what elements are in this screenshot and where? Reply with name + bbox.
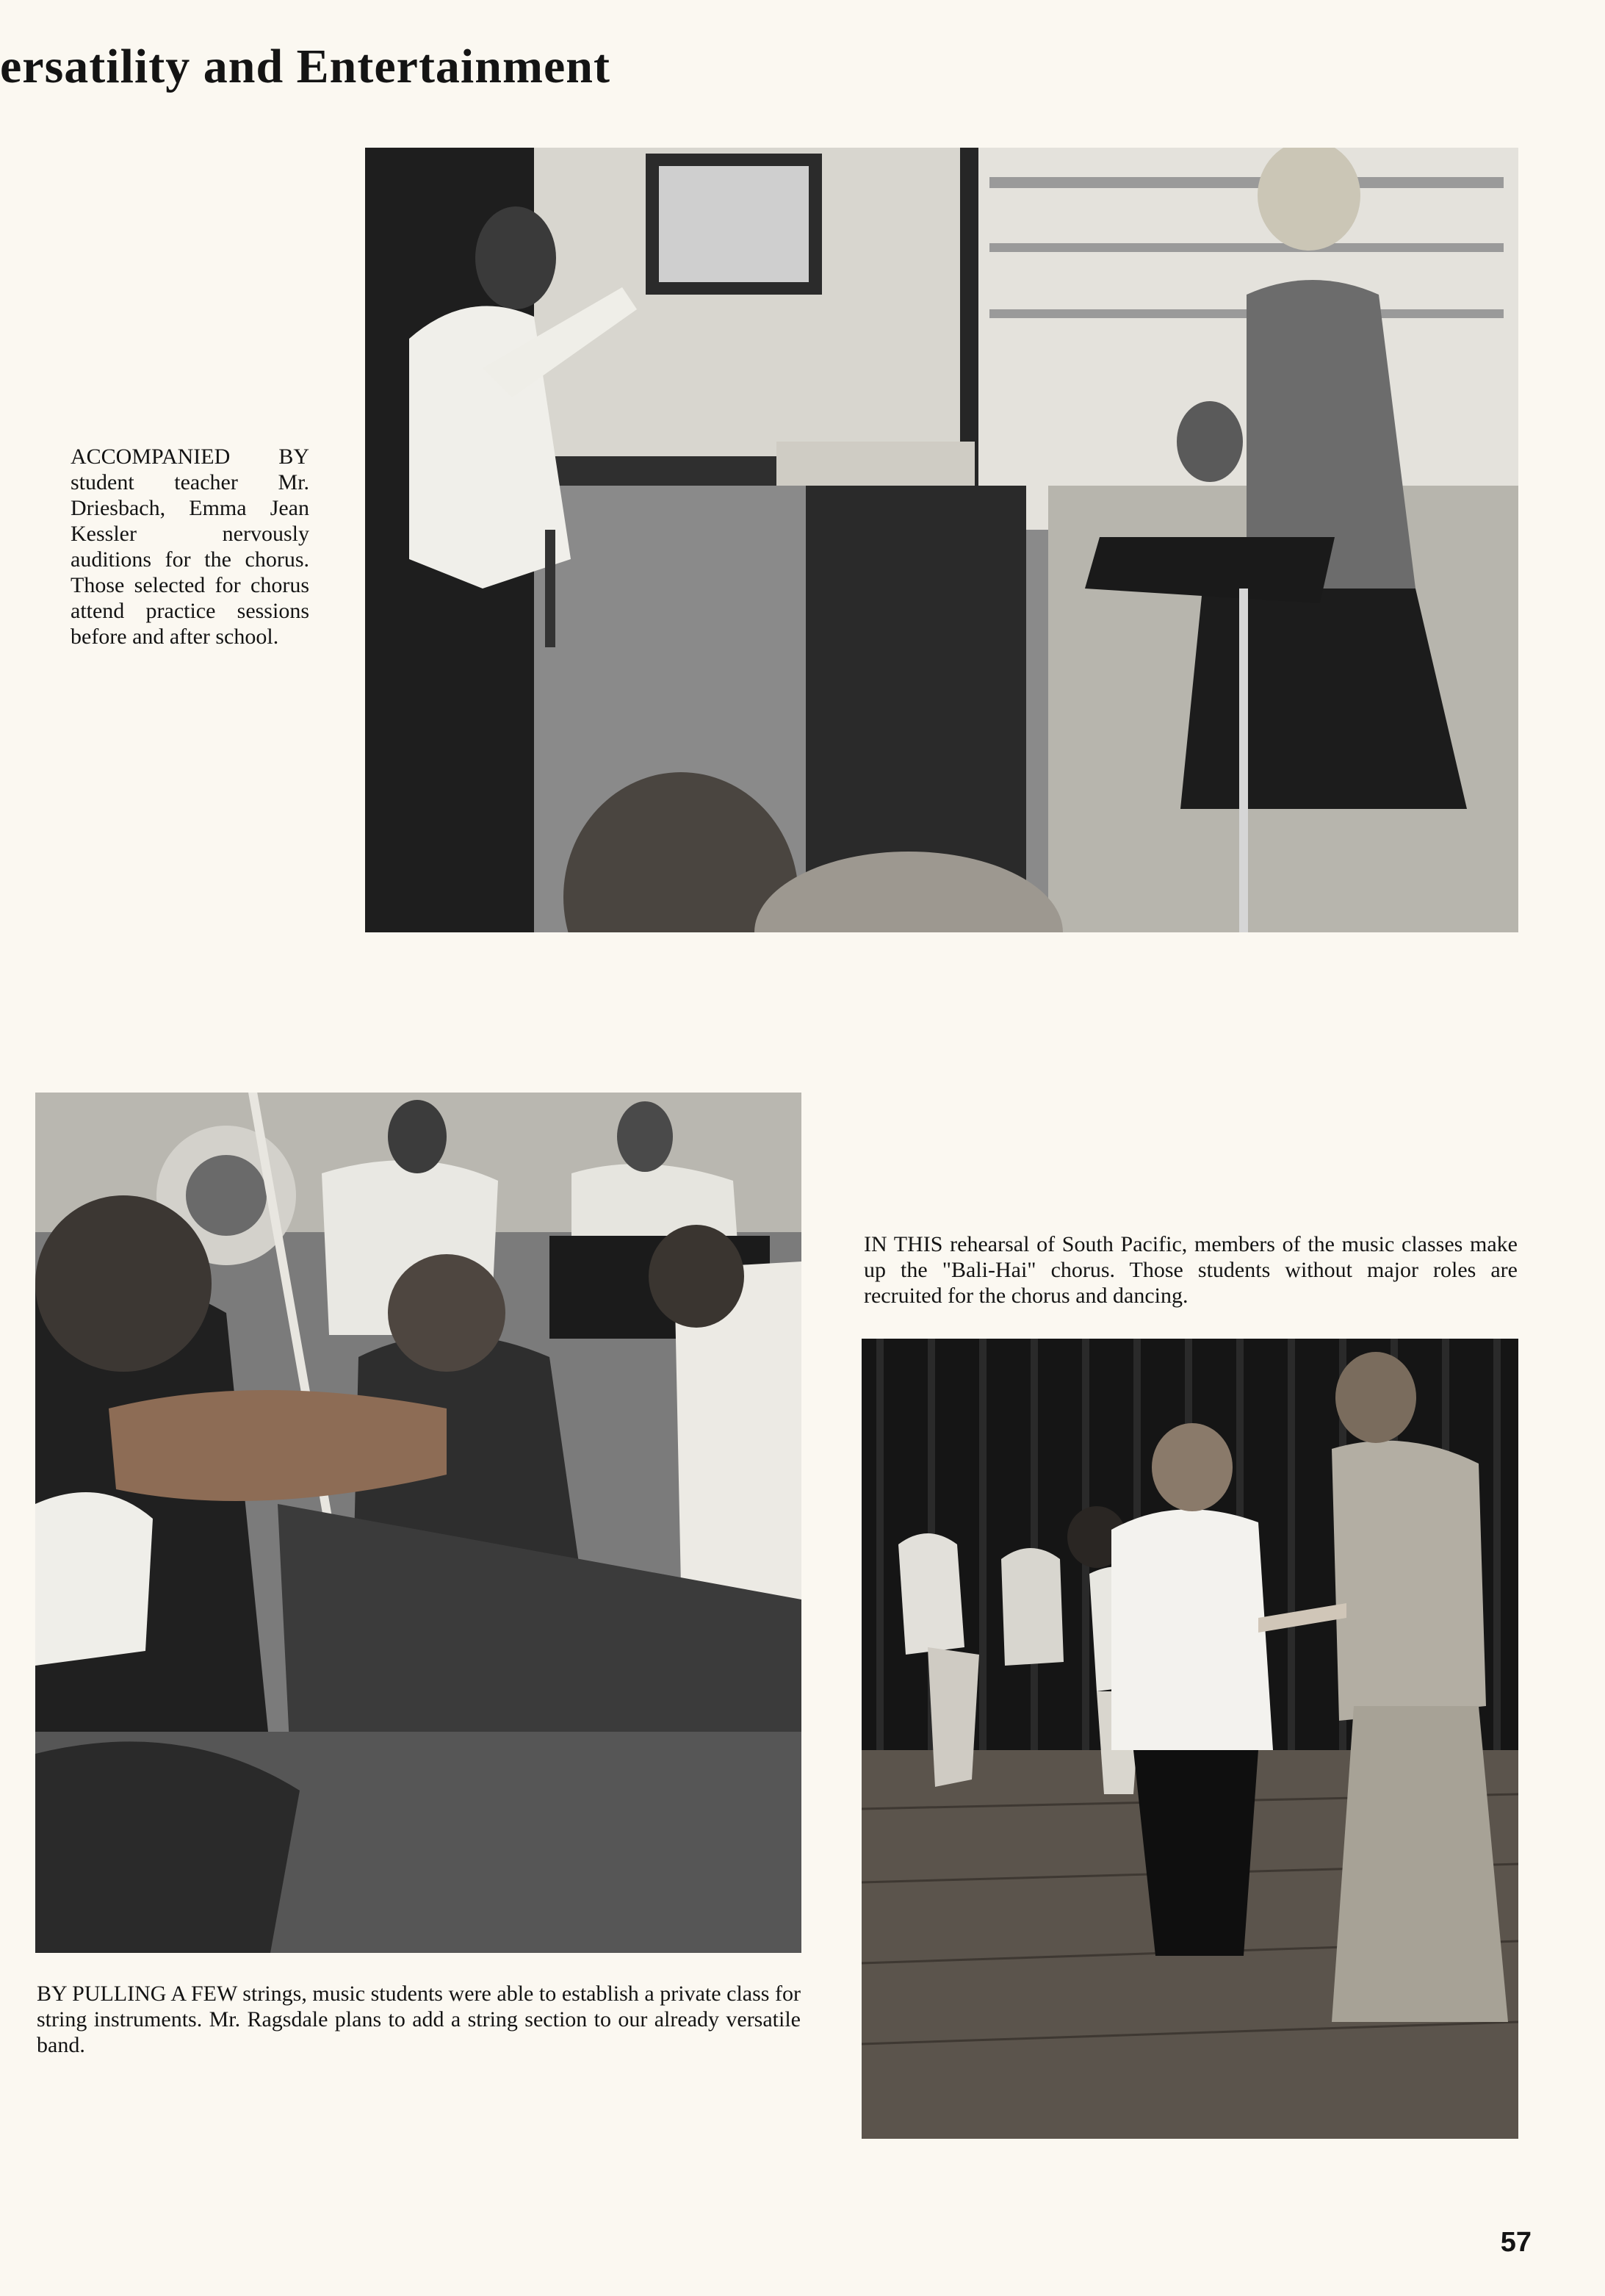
photo-string-students bbox=[35, 1093, 801, 1953]
photo-bali-hai-chorus bbox=[862, 1339, 1518, 2139]
page-number: 57 bbox=[1500, 2227, 1532, 2258]
photo-string-students-image bbox=[35, 1093, 801, 1953]
caption-south-pacific: IN THIS rehearsal of South Pacific, members of the music classes make up the "Bali-Hai" chorus. Those students without major roles are recruited for the chorus and dancing. bbox=[864, 1232, 1518, 1308]
photo-bali-hai-chorus-image bbox=[862, 1339, 1518, 2139]
photo-chorus-audition-image bbox=[365, 148, 1518, 932]
caption-strings-class: BY PULLING A FEW strings, music students were able to establish a private class for string instruments. Mr. Ragsdale plans to add a string section to our already versatile band. bbox=[37, 1982, 801, 2057]
page-title: ersatility and Entertainment bbox=[0, 40, 610, 93]
photo-chorus-audition bbox=[365, 148, 1518, 932]
caption-chorus-audition: ACCOMPANIED BY student teacher Mr. Driesbach, Emma Jean Kessler nervously auditions for the chorus. Those selected for chorus attend practice sessions before and after school. bbox=[71, 445, 309, 649]
